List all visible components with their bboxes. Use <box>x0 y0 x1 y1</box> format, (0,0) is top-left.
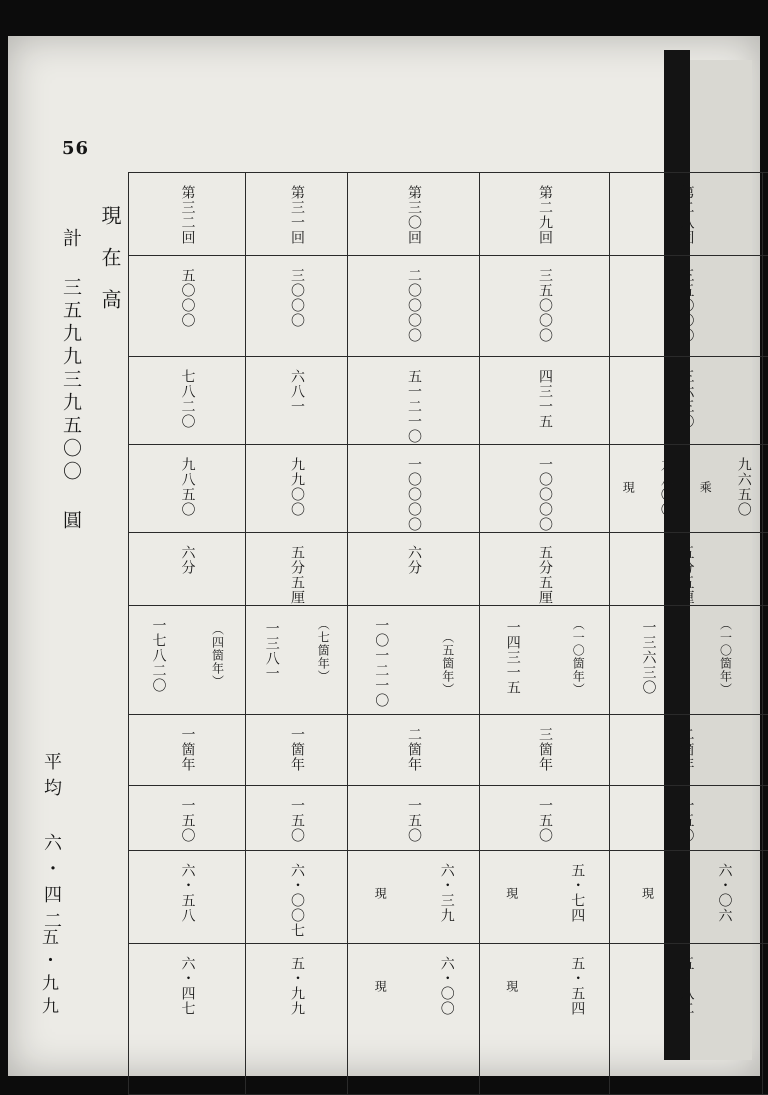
price-value: 九八〇〇 <box>659 457 674 517</box>
interest-value: 五分五厘 <box>289 545 304 605</box>
total-label: 計 <box>60 228 82 251</box>
interest-cell <box>129 533 246 606</box>
current-cell <box>246 357 348 445</box>
amount-value: 三五〇〇〇 <box>679 268 694 343</box>
period-value: 二箇年 <box>679 727 694 772</box>
interest-value: 五分五厘 <box>537 545 552 605</box>
rate-b-value: 六・〇〇 <box>439 956 454 1016</box>
issue-value: 第二九回 <box>537 185 552 245</box>
current-value: 六八一 <box>289 369 304 414</box>
period-cell <box>129 715 246 786</box>
interest-cell <box>763 533 768 606</box>
rate-b-value: 六・四七 <box>180 956 195 1016</box>
yield-b-cell <box>610 944 763 1095</box>
yield-a-cell <box>480 851 610 944</box>
yield-b-cell <box>129 944 246 1095</box>
rate-b-prefix: 現 <box>373 956 386 1016</box>
term-note: （四箇年） <box>211 618 224 693</box>
amount-cell <box>763 256 768 357</box>
issue-cell <box>246 173 348 256</box>
amount-value: 五〇〇〇 <box>180 268 195 328</box>
interest-value: 六分 <box>180 545 195 575</box>
current-cell <box>129 357 246 445</box>
ledger-row-period <box>129 715 768 786</box>
term-cell <box>129 606 246 715</box>
term-value: 一四三一五 <box>505 618 520 696</box>
term-value: 一〇一二一〇 <box>373 618 388 708</box>
yield-b-cell <box>763 944 768 1095</box>
term-value: 一三六三〇 <box>641 618 656 696</box>
amount-cell <box>348 256 480 357</box>
price-cell <box>129 445 246 533</box>
issue-cell <box>348 173 480 256</box>
price-cell <box>763 445 768 533</box>
current-cell <box>610 357 763 445</box>
rate-a-value: 六・〇六 <box>717 863 732 923</box>
rate-b-value: 五・九九 <box>289 956 304 1016</box>
ledger-row-current <box>129 357 768 445</box>
average-label: 平均 <box>41 752 62 804</box>
issue-value: 第二八回 <box>679 185 694 245</box>
yield-a-cell <box>246 851 348 944</box>
amount-cell <box>129 256 246 357</box>
ledger-row-amount <box>129 256 768 357</box>
ledger-row-term <box>129 606 768 715</box>
period-cell <box>763 715 768 786</box>
amount-cell <box>610 256 763 357</box>
rate-a-prefix: 現 <box>505 863 518 923</box>
rate-b-prefix: 現 <box>505 956 518 1016</box>
cost-value: 一五〇 <box>537 798 552 843</box>
price-value: 一〇〇〇〇 <box>406 457 421 532</box>
term-cell <box>480 606 610 715</box>
current-value: 五一二一〇 <box>406 369 421 444</box>
yield-a-cell <box>348 851 480 944</box>
interest-cell <box>246 533 348 606</box>
current-balance-heading: 現在高 <box>96 205 125 331</box>
period-cell <box>348 715 480 786</box>
term-value: 一三八一 <box>264 618 279 683</box>
total-line <box>58 228 85 533</box>
rate-a-value: 六・五八 <box>180 863 195 923</box>
cost-value: 一五〇 <box>289 798 304 843</box>
current-cell <box>480 357 610 445</box>
issue-value: 第三〇回 <box>406 185 421 245</box>
term-note: （一〇箇年） <box>719 618 732 696</box>
cost-value: 一五〇 <box>679 798 694 843</box>
rate-a-value: 五・七四 <box>569 863 584 923</box>
period-cell <box>610 715 763 786</box>
ledger-row-interest <box>129 533 768 606</box>
price-cell <box>246 445 348 533</box>
price2-prefix: 乘 <box>698 457 711 517</box>
cost-cell <box>763 786 768 851</box>
issue-value: 第三二回 <box>180 185 195 245</box>
interest-cell <box>348 533 480 606</box>
issue-value: 第三一回 <box>289 185 304 245</box>
price-value: 九八五〇 <box>180 457 195 517</box>
yield-b-cell <box>348 944 480 1095</box>
ledger-row-price <box>129 445 768 533</box>
issue-cell <box>763 173 768 256</box>
yield-a-cell <box>129 851 246 944</box>
amount-cell <box>480 256 610 357</box>
interest-value: 五分五厘 <box>679 545 694 605</box>
price-cell <box>610 445 763 533</box>
cost-value: 一五〇 <box>406 798 421 843</box>
yield-a-cell <box>763 851 768 944</box>
current-value: 三六三〇 <box>679 369 694 429</box>
cost-cell <box>348 786 480 851</box>
price2-value: 九六五〇 <box>736 457 751 517</box>
amount-value: 二〇〇〇〇 <box>406 268 421 343</box>
bond-ledger-table <box>128 172 768 1095</box>
term-value: 一七八二〇 <box>151 618 166 693</box>
issue-cell <box>610 173 763 256</box>
issue-cell <box>480 173 610 256</box>
total-value: 三五九九三九五〇〇 <box>60 277 82 484</box>
rate-b-value: 五・五四 <box>569 956 584 1016</box>
cost-value: 一五〇 <box>180 798 195 843</box>
page-number: 56 <box>62 138 89 159</box>
rate-a-prefix: 現 <box>641 863 654 923</box>
current-cell <box>348 357 480 445</box>
period-cell <box>246 715 348 786</box>
ledger-row-rate_b <box>129 944 768 1095</box>
price-cell <box>348 445 480 533</box>
interest-value: 六分 <box>406 545 421 575</box>
term-cell <box>246 606 348 715</box>
current-value: 四三一五 <box>537 369 552 429</box>
rate-a-value: 六・〇〇七 <box>289 863 304 938</box>
total-unit: 圓 <box>60 510 82 533</box>
amount-cell <box>246 256 348 357</box>
price-value: 一〇〇〇〇 <box>537 457 552 532</box>
ledger-row-rate_a <box>129 851 768 944</box>
period-cell <box>480 715 610 786</box>
term-note: （七箇年） <box>316 618 329 683</box>
interest-cell <box>610 533 763 606</box>
term-cell <box>610 606 763 715</box>
period-value: 一箇年 <box>289 727 304 772</box>
cost-cell <box>246 786 348 851</box>
amount-value: 三〇〇〇 <box>289 268 304 328</box>
rate-a-prefix: 現 <box>373 863 386 923</box>
cost-cell <box>610 786 763 851</box>
term-note: （一〇箇年） <box>571 618 584 696</box>
period-value: 一箇年 <box>180 727 195 772</box>
price-value: 九九〇〇 <box>289 457 304 517</box>
cost-cell <box>129 786 246 851</box>
ledger-row-cost <box>129 786 768 851</box>
term-cell <box>763 606 768 715</box>
period-value: 二箇年 <box>406 727 421 772</box>
price-cell <box>480 445 610 533</box>
average-value: 六・四二 <box>41 833 62 937</box>
yield-b-cell <box>480 944 610 1095</box>
yield-a-cell <box>610 851 763 944</box>
average-line <box>38 752 64 937</box>
cost-cell <box>480 786 610 851</box>
price-prefix: 現 <box>621 457 634 517</box>
amount-value: 三五〇〇〇 <box>537 268 552 343</box>
current-value: 七八二〇 <box>180 369 195 429</box>
issue-cell <box>129 173 246 256</box>
term-note: （五箇年） <box>441 618 454 708</box>
rate-a-value: 六・三九 <box>439 863 454 923</box>
interest-cell <box>480 533 610 606</box>
bottom-average-value: 五・九九 <box>36 928 61 1020</box>
ledger-row-issue <box>129 173 768 256</box>
yield-b-cell <box>246 944 348 1095</box>
rate-b-value: 五・八二 <box>679 956 694 1016</box>
period-value: 三箇年 <box>537 727 552 772</box>
current-cell <box>763 357 768 445</box>
term-cell <box>348 606 480 715</box>
